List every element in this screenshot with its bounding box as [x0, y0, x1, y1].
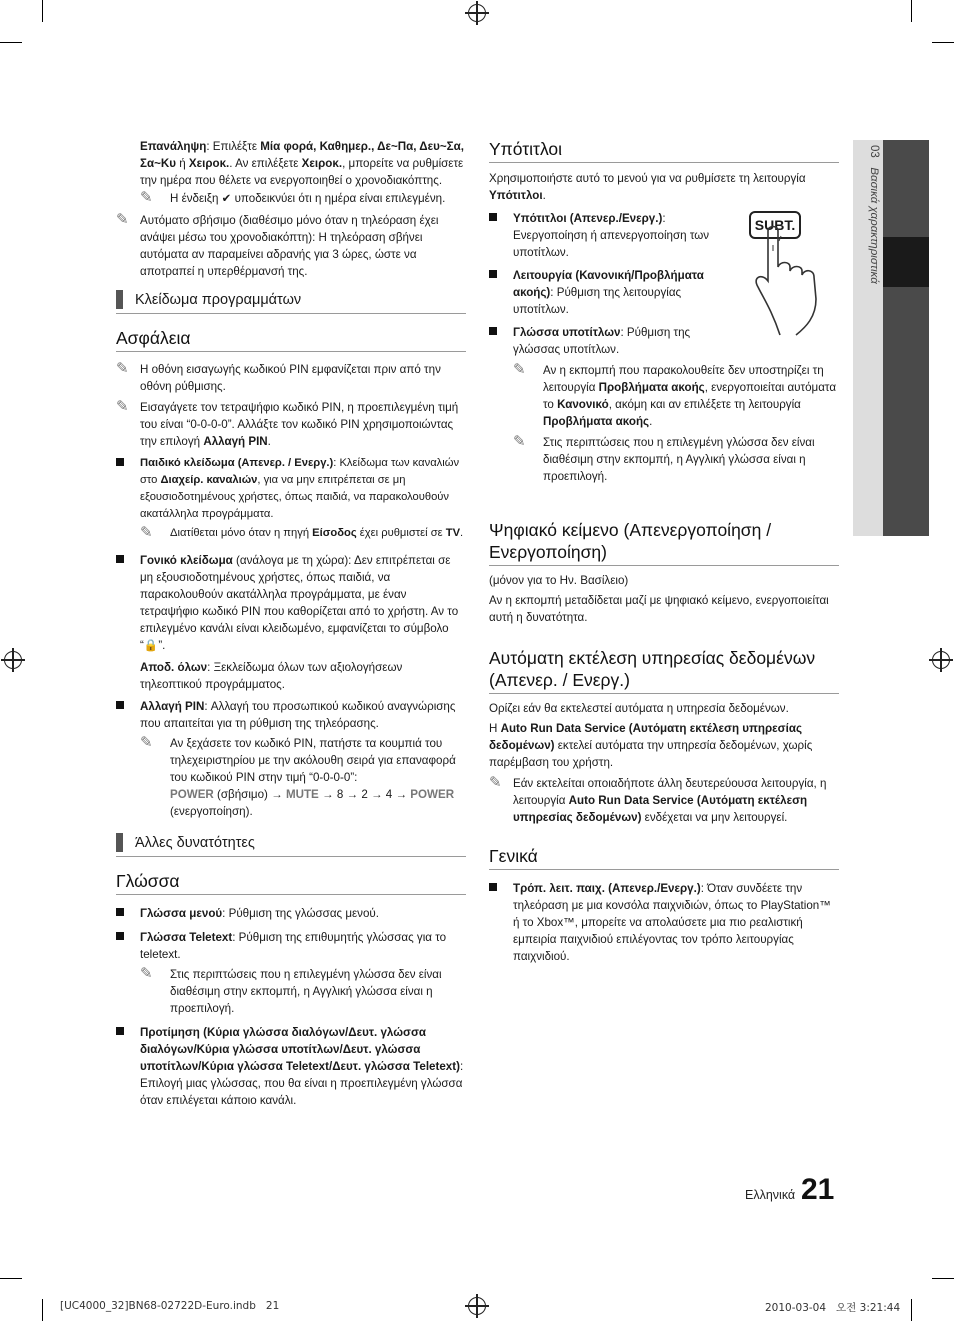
- note-pencil-icon: ✎: [489, 774, 502, 791]
- bullet-icon: [489, 213, 497, 221]
- subt-button-illustration: [746, 207, 836, 337]
- parental-lock-item: Γονικό κλείδωμα (ανάλογα με τη χώρα): Δεν επιτρέπεται σε μη εξουσιοδοτημένους χρήστες, όπως παιδιά, να παρακολουθούν ακατάλληλα προγράμματα, με έναν τετραψήφιο κωδικό PIN που καθορίζεται από το χρήστη. Αν το επιλεγμένο κανάλι είναι κλειδωμένο, εμφανίζεται το σύμβολο “🔒”.: [140, 554, 459, 652]
- chapter-side-tab-dark: [883, 140, 929, 536]
- digital-text-region: (μόνον για το Ην. Βασίλειο): [489, 574, 629, 587]
- checkmark-icon: ✔: [221, 192, 232, 205]
- auto-off-note: Αυτόματο σβήσιμο (διαθέσιμο μόνο όταν η τηλεόραση έχει ανάψει μέσω του χρονοδιακόπτη): Η τηλεόραση σβήνει αυτόματα αν παραμείνει αδρανής για 3 ώρες, ώστε να αποτραπεί η υπερθέρμανσή της.: [140, 214, 439, 278]
- chapter-label: [860, 145, 880, 284]
- child-lock-note: Διατίθεται μόνο όταν η πηγή Είσοδος έχει ρυθμιστεί σε TV.: [170, 527, 464, 539]
- registration-mark-icon: [932, 651, 950, 669]
- subtitles-language-item: Γλώσσα υποτίτλων: Ρύθμιση της γλώσσας υποτίτλων.: [513, 326, 691, 356]
- subsection-other-heading: Άλλες δυνατότητες: [116, 833, 466, 852]
- registration-mark-icon: [468, 1297, 486, 1315]
- note-pencil-icon: ✎: [140, 734, 153, 751]
- repeat-paragraph: Επανάληψη: Επιλέξτε Μία φορά, Καθημερ., Δε~Πα, Δευ~Σα, Σα~Κυ ή Χειροκ.. Αν επιλέξετε Χειροκ., μπορείτε να ρυθμίσετε την ημέρα που θέλετε να ενεργοποιηθεί ο χρονοδιακόπτης.: [140, 140, 464, 187]
- crop-mark: [911, 0, 912, 22]
- lock-icon: 🔒: [143, 639, 159, 652]
- autorun-desc: Ορίζει εάν θα εκτελεστεί αυτόματα η υπηρεσία δεδομένων.: [489, 702, 789, 715]
- subtitles-onoff-item: Υπότιτλοι (Απενερ./Ενεργ.): Ενεργοποίηση ή απενεργοποίηση των υποτίτλων.: [513, 212, 710, 259]
- page-number: 21: [801, 1173, 835, 1206]
- subtitles-intro: Χρησιμοποιήστε αυτό το μενού για να ρυθμίσετε τη λειτουργία Υπότιτλοι.: [489, 172, 806, 202]
- note-pencil-icon: ✎: [116, 398, 129, 415]
- crop-mark: [0, 1278, 22, 1279]
- language-heading: Γλώσσα: [116, 870, 466, 895]
- teletext-language-item: Γλώσσα Teletext: Ρύθμιση της επιθυμητής γλώσσας για το teletext.: [140, 931, 447, 961]
- autorun-heading: Αυτόματη εκτέλεση υπηρεσίας δεδομένων (Απενερ. / Ενεργ.): [489, 647, 839, 694]
- registration-mark-icon: [468, 4, 486, 22]
- autorun-note: Εάν εκτελείται οποιαδήποτε άλλη δευτερεύουσα λειτουργία, η λειτουργία Auto Run Data Service (Αυτόματη εκτέλεση υπηρεσίας δεδομένων) ενδέχεται να μην λειτουργεί.: [513, 777, 827, 824]
- left-column: [116, 138, 466, 1109]
- subtitle-fallback-note: Στις περιπτώσεις που η επιλεγμένη γλώσσα δεν είναι διαθέσιμη στην εκπομπή, η Αγγλική γλώσσα είναι η προεπιλογή.: [543, 436, 815, 483]
- bullet-icon: [116, 701, 124, 709]
- autorun-detail: Η Auto Run Data Service (Αυτόματη εκτέλεση υπηρεσίας δεδομένων) εκτελεί αυτόματα την υπηρεσία δεδομένων, χωρίς παρέμβαση του χρήστη.: [489, 722, 813, 769]
- note-pencil-icon: ✎: [116, 360, 129, 377]
- bullet-icon: [489, 270, 497, 278]
- crop-mark: [42, 0, 43, 22]
- chapter-number: 03: [868, 145, 880, 158]
- subtitles-mode-item: Λειτουργία (Κανονική/Προβλήματα ακοής): Ρύθμιση της λειτουργίας υποτίτλων.: [513, 269, 704, 316]
- crop-mark: [42, 1299, 43, 1321]
- change-pin-item: Αλλαγή PIN: Αλλαγή του προσωπικού κωδικού αναγνώρισης που απαιτείται για τη ρύθμιση της τηλεόρασης.: [140, 700, 456, 730]
- checkmark-note: Η ένδειξη ✔ υποδεικνύει ότι η ημέρα είναι επιλεγμένη.: [170, 192, 446, 205]
- pin-default-note: Εισαγάγετε τον τετραψήφιο κωδικό PIN, η προεπιλεγμένη τιμή του είναι “0-0-0-0”. Αλλάξτε τον κωδικό PIN χρησιμοποιώντας την επιλογή Αλλαγή PIN.: [140, 401, 459, 448]
- security-heading: Ασφάλεια: [116, 327, 466, 352]
- bullet-icon: [489, 327, 497, 335]
- unlock-all-item: Αποδ. όλων: Ξεκλείδωμα όλων των αξιολογήσεων τηλεοπτικού προγράμματος.: [140, 661, 403, 691]
- print-timestamp: 2010-03-04 오전 3:21:44: [765, 1302, 901, 1314]
- teletext-language-note: Στις περιπτώσεις που η επιλεγμένη γλώσσα δεν είναι διαθέσιμη στην εκπομπή, η Αγγλική γλώσσα είναι η προεπιλογή.: [170, 968, 442, 1015]
- digital-text-heading: Ψηφιακό κείμενο (Απενεργοποίηση / Ενεργοποίηση): [489, 519, 839, 566]
- game-mode-item: Τρόπ. λειτ. παιχ. (Απενερ./Ενεργ.): Όταν συνδέετε την τηλεόραση με μια κονσόλα παιχνιδιών, όπως το PlayStation™ ή το Xbox™, μπορείτε να απολαύσετε μια πιο ρεαλιστική εμπειρία παιχνιδιού επιλέγοντας τον τρόπο λειτουργίας παιχνιδιού.: [513, 882, 831, 963]
- bullet-icon: [116, 908, 124, 916]
- pin-screen-note: Η οθόνη εισαγωγής κωδικού PIN εμφανίζεται πριν από την οθόνη ρύθμισης.: [140, 363, 441, 393]
- bullet-icon: [116, 555, 124, 563]
- crop-mark: [932, 1278, 954, 1279]
- note-pencil-icon: ✎: [116, 211, 129, 228]
- menu-language-item: Γλώσσα μενού: Ρύθμιση της γλώσσας μενού.: [140, 907, 379, 920]
- reset-pin-note: Αν ξεχάσετε τον κωδικό PIN, πατήστε τα κουμπιά του τηλεχειριστηρίου με την ακόλουθη σειρά για επαναφορά του κωδικού PIN στην τιμή “0-0-0-0”: POWER (σβήσιμο) → MUTE → 8 → 2 → 4 → POWER (ενεργοποίηση).: [170, 737, 456, 818]
- note-pencil-icon: ✎: [140, 524, 153, 541]
- general-heading: Γενικά: [489, 845, 839, 870]
- note-pencil-icon: ✎: [513, 433, 526, 450]
- chapter-title: Βασικά χαρακτηριστικά: [868, 167, 880, 284]
- bullet-icon: [116, 458, 124, 466]
- pointing-hand-icon: [746, 207, 836, 337]
- subt-button: SUBT.: [749, 211, 801, 239]
- bullet-icon: [489, 883, 497, 891]
- subtitles-heading: Υπότιτλοι: [489, 138, 839, 163]
- hearing-impaired-note: Αν η εκπομπή που παρακολουθείτε δεν υποστηρίζει τη λειτουργία Προβλήματα ακοής, ενεργοποιείται αυτόματα το Κανονικό, ακόμη και αν επιλέξετε τη λειτουργία Προβλήματα ακοής.: [543, 364, 837, 428]
- note-pencil-icon: ✎: [140, 965, 153, 982]
- digital-text-desc: Αν η εκπομπή μεταδίδεται μαζί με ψηφιακό κείμενο, ενεργοποιείται αυτή η δυνατότητα.: [489, 594, 829, 624]
- crop-mark: [932, 42, 954, 43]
- note-pencil-icon: ✎: [140, 189, 153, 206]
- crop-mark: [0, 42, 22, 43]
- child-lock-item: Παιδικό κλείδωμα (Απενερ. / Ενεργ.): Κλείδωμα των καναλιών στο Διαχείρ. καναλιών, για να μην επιτρέπεται σε μη εξουσιοδοτημένους χρήστες, όπως παιδιά, να παρακολουθούν ακατάλληλα προγράμματα.: [140, 457, 460, 520]
- bullet-icon: [116, 1027, 124, 1035]
- file-info: [UC4000_32]BN68-02722D-Euro.indb 21: [60, 1300, 280, 1312]
- registration-mark-icon: [4, 651, 22, 669]
- subsection-lock-heading: Κλείδωμα προγραμμάτων: [116, 290, 466, 309]
- bullet-icon: [116, 932, 124, 940]
- chapter-side-tab-marker: [883, 237, 929, 287]
- preference-item: Προτίμηση (Κύρια γλώσσα διαλόγων/Δευτ. γλώσσα διαλόγων/Κύρια γλώσσα υποτίτλων/Δευτ. γλώσσα υποτίτλων/Κύρια γλώσσα Teletext/Δευτ. γλώσσα Teletext): Επιλογή μιας γλώσσας, που θα είναι η προεπιλεγμένη γλώσσα όταν επιλέγεται κάποιο κανάλι.: [140, 1026, 464, 1107]
- crop-mark: [911, 1299, 912, 1321]
- note-pencil-icon: ✎: [513, 361, 526, 378]
- footer-language: Ελληνικά: [745, 1188, 796, 1202]
